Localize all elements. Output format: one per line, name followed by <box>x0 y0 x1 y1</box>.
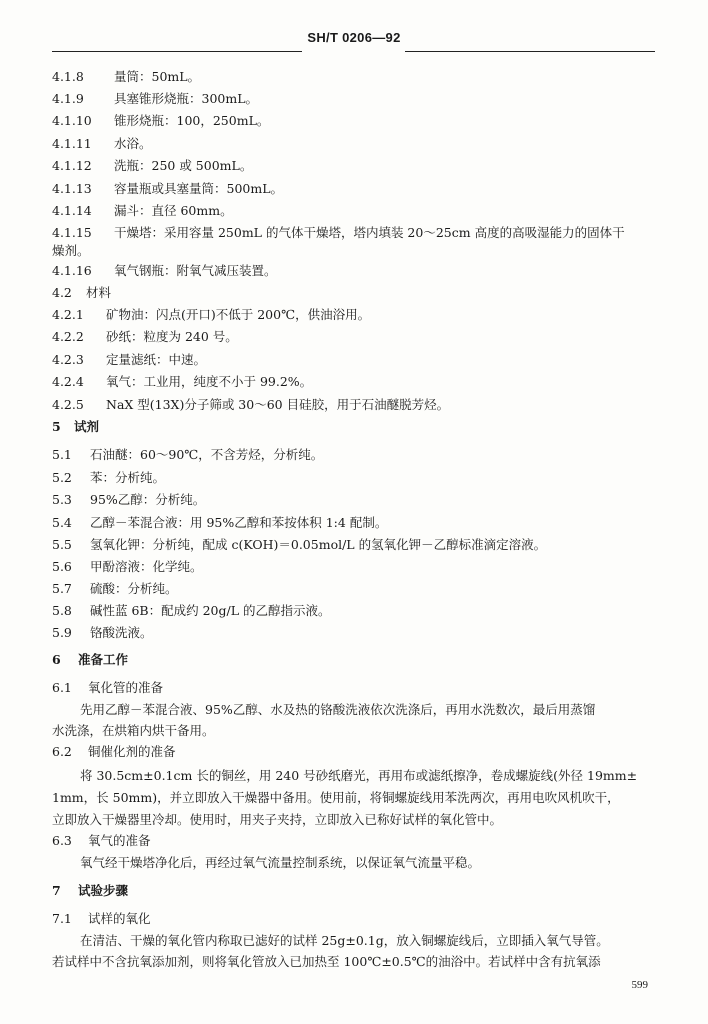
subsection-title: 试样的氧化 <box>88 911 151 926</box>
item-text: 水浴。 <box>114 136 152 151</box>
subsection-heading <box>52 743 176 761</box>
item-number: 4.1.12 <box>52 158 92 173</box>
item-text: 燥剂。 <box>52 243 90 258</box>
item-number: 5.1 <box>52 447 72 462</box>
item-number: 5.9 <box>52 625 72 640</box>
header-rule-right <box>405 51 655 52</box>
item-number: 5.4 <box>52 515 72 530</box>
paragraph <box>52 722 215 740</box>
subsection-number: 6.2 <box>52 744 72 759</box>
subsection-heading <box>52 832 151 850</box>
paragraph <box>52 953 601 971</box>
subsection-heading <box>52 679 163 697</box>
item-text: 氢氧化钾：分析纯，配成 c(KOH)＝0.05mol/L 的氢氧化钾－乙醇标准滴定溶液。 <box>90 537 547 552</box>
list-item <box>52 514 387 532</box>
list-item <box>52 180 283 198</box>
item-text: 甲酚溶液：化学纯。 <box>90 559 203 574</box>
item-text: NaX 型(13X)分子筛或 30～60 目硅胶，用于石油醚脱芳烃。 <box>106 397 450 412</box>
paragraph <box>80 767 637 785</box>
paragraph-line: 先用乙醇－苯混合液、95%乙醇、水及热的铬酸洗液依次洗涤后，再用水洗数次，最后用蒸馏 <box>80 702 596 717</box>
item-text: 铬酸洗液。 <box>90 625 153 640</box>
item-number: 4.2.4 <box>52 374 84 389</box>
section-title: 材料 <box>86 285 112 300</box>
item-number: 4.1.16 <box>52 263 92 278</box>
list-item <box>52 202 233 220</box>
section-heading <box>52 882 128 900</box>
item-number: 4.1.9 <box>52 91 84 106</box>
section-heading <box>52 418 99 436</box>
item-number: 4.1.14 <box>52 203 92 218</box>
list-item <box>52 157 252 175</box>
item-number: 4.2.1 <box>52 307 84 322</box>
section-number: 7 <box>52 883 61 898</box>
subsection-number: 6.1 <box>52 680 72 695</box>
standard-code: SH/T 0206—92 <box>307 30 401 45</box>
item-number: 5.6 <box>52 559 72 574</box>
subsection-number: 6.3 <box>52 833 72 848</box>
item-text: 石油醚：60～90℃，不含芳烃，分析纯。 <box>90 447 324 462</box>
item-text: 量筒：50mL。 <box>114 69 201 84</box>
paragraph <box>80 932 609 950</box>
item-text: 容量瓶或具塞量筒：500mL。 <box>114 181 284 196</box>
item-text: 定量滤纸：中速。 <box>106 352 207 367</box>
list-item <box>52 491 205 509</box>
list-item <box>52 558 203 576</box>
paragraph-line: 将 30.5cm±0.1cm 长的铜丝，用 240 号砂纸磨光，再用布或滤纸擦净，卷成螺旋线(外径 19mm± <box>80 768 638 783</box>
subsection-number: 7.1 <box>52 911 72 926</box>
section-number: 4.2 <box>52 285 72 300</box>
item-number: 4.2.5 <box>52 397 84 412</box>
list-item <box>52 112 269 130</box>
paragraph-line: 若试样中不含抗氧添加剂，则将氧化管放入已加热至 100℃±0.5℃的油浴中。若试样中含有抗氧添 <box>52 954 601 969</box>
item-number: 4.1.11 <box>52 136 92 151</box>
section-heading <box>52 284 111 302</box>
item-number: 5.2 <box>52 470 72 485</box>
item-text: 乙醇－苯混合液：用 95%乙醇和苯按体积 1:4 配制。 <box>90 515 388 530</box>
section-title: 准备工作 <box>78 652 129 667</box>
paragraph <box>80 701 595 719</box>
item-text: 矿物油：闪点(开口)不低于 200℃，供油浴用。 <box>106 307 371 322</box>
list-item <box>52 602 330 620</box>
paragraph-line: 在清洁、干燥的氧化管内称取已滤好的试样 25g±0.1g，放入铜螺旋线后，立即插入氧气导管。 <box>80 933 609 948</box>
list-item <box>52 262 277 280</box>
list-item <box>52 373 312 391</box>
item-text: 砂纸：粒度为 240 号。 <box>106 329 238 344</box>
list-item <box>52 224 625 242</box>
section-number: 5 <box>52 419 61 434</box>
list-item <box>52 396 449 414</box>
item-text: 95%乙醇：分析纯。 <box>90 492 206 507</box>
item-text: 硫酸：分析纯。 <box>90 581 178 596</box>
item-number: 4.1.10 <box>52 113 92 128</box>
item-number: 5.7 <box>52 581 72 596</box>
paragraph-line: 水洗涤，在烘箱内烘干备用。 <box>52 723 215 738</box>
item-number: 4.1.15 <box>52 225 92 240</box>
item-number: 4.1.8 <box>52 69 84 84</box>
item-text: 苯：分析纯。 <box>90 470 166 485</box>
item-text: 锥形烧瓶：100，250mL。 <box>114 113 270 128</box>
paragraph-line: 1mm，长 50mm)，并立即放入干燥器中备用。使用前，将铜螺旋线用苯洗两次，再用电吹风机吹干， <box>52 790 620 805</box>
paragraph <box>52 789 620 807</box>
item-text: 干燥塔：采用容量 250mL 的气体干燥塔，塔内填装 20～25cm 高度的高吸湿能力的固体干 <box>114 225 625 240</box>
item-number: 5.5 <box>52 537 72 552</box>
item-text: 具塞锥形烧瓶：300mL。 <box>114 91 259 106</box>
paragraph <box>52 811 502 829</box>
list-item <box>52 469 165 487</box>
section-number: 6 <box>52 652 61 667</box>
item-number: 5.8 <box>52 603 72 618</box>
paragraph-line: 氧气经干燥塔净化后，再经过氧气流量控制系统，以保证氧气流量平稳。 <box>80 855 481 870</box>
list-item <box>52 446 323 464</box>
page-header <box>0 30 708 45</box>
subsection-title: 氧气的准备 <box>88 833 151 848</box>
list-item <box>52 90 258 108</box>
section-title: 试剂 <box>74 419 100 434</box>
item-number: 4.1.13 <box>52 181 92 196</box>
paragraph-line: 立即放入干燥器里冷却。使用时，用夹子夹持，立即放入已称好试样的氧化管中。 <box>52 812 503 827</box>
subsection-title: 氧化管的准备 <box>88 680 164 695</box>
header-rule-left <box>52 51 302 52</box>
list-item <box>52 306 370 324</box>
item-text: 洗瓶：250 或 500mL。 <box>114 158 253 173</box>
item-number: 5.3 <box>52 492 72 507</box>
item-number: 4.2.3 <box>52 352 84 367</box>
list-item <box>52 580 178 598</box>
section-title: 试验步骤 <box>78 883 129 898</box>
subsection-title: 铜催化剂的准备 <box>88 744 176 759</box>
item-text: 氧气：工业用，纯度不小于 99.2%。 <box>106 374 313 389</box>
paragraph <box>80 854 480 872</box>
list-item <box>52 242 90 260</box>
item-text: 碱性蓝 6B：配成约 20g/L 的乙醇指示液。 <box>90 603 331 618</box>
subsection-heading <box>52 910 151 928</box>
item-text: 漏斗：直径 60mm。 <box>114 203 233 218</box>
list-item <box>52 624 153 642</box>
page-number: 599 <box>631 979 648 991</box>
list-item <box>52 351 206 369</box>
list-item <box>52 536 546 554</box>
list-item <box>52 328 238 346</box>
list-item <box>52 68 200 86</box>
item-text: 氧气钢瓶：附氧气减压装置。 <box>114 263 277 278</box>
list-item <box>52 135 152 153</box>
section-heading <box>52 651 128 669</box>
item-number: 4.2.2 <box>52 329 84 344</box>
